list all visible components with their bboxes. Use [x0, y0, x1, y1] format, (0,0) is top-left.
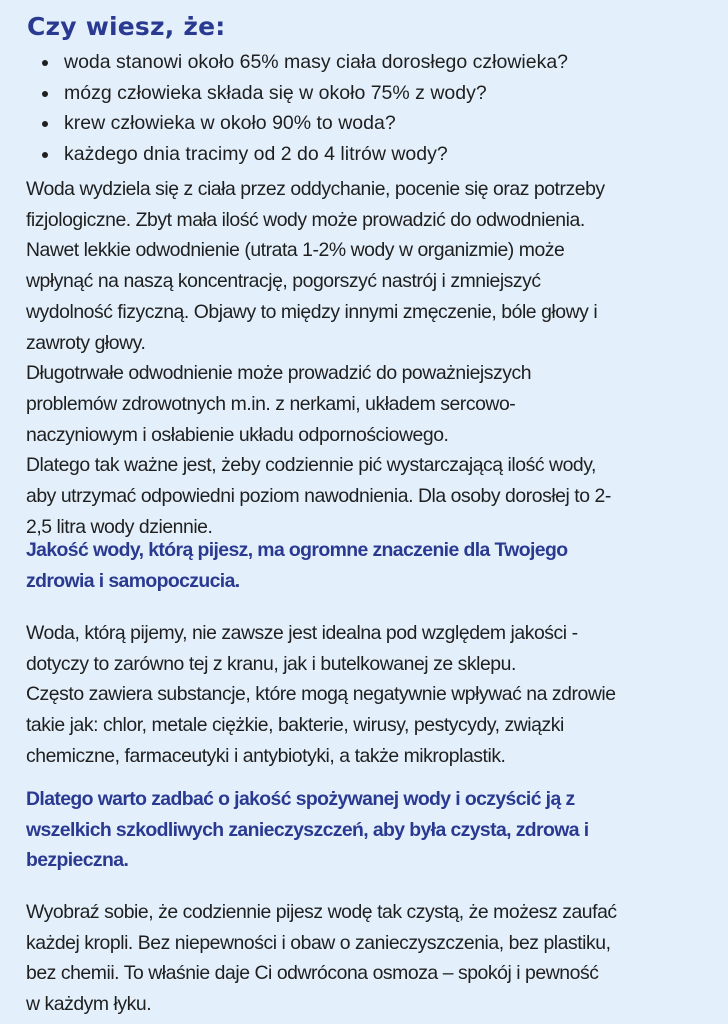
page-title: Czy wiesz, że: [27, 12, 226, 41]
list-item [40, 108, 568, 139]
text-line: zdrowia i samopoczucia. [26, 569, 240, 592]
text-line: w każdym łyku. [26, 993, 152, 1016]
text-line: każdej kropli. Bez niepewności i obaw o zanieczyszczenia, bez plastiku, [26, 931, 611, 954]
text-line: wszelkich szkodliwych zanieczyszczeń, aby była czysta, zdrowa i [26, 818, 589, 841]
text-line: Często zawiera substancje, które mogą negatywnie wpływać na zdrowie [26, 683, 616, 706]
text-line: fizjologiczne. Zbyt mała ilość wody może prowadzić do odwodnienia. [26, 208, 585, 231]
highlight-purify [26, 784, 716, 876]
text-line: wydolność fizyczną. Objawy to między innymi zmęczenie, bóle głowy i [26, 300, 598, 323]
highlight-water-quality [26, 535, 716, 596]
text-line: Nawet lekkie odwodnienie (utrata 1-2% wody w organizmie) może [26, 239, 565, 262]
text-line: Dlatego tak ważne jest, żeby codziennie pić wystarczającą ilość wody, [26, 454, 596, 477]
text-line: chemiczne, farmaceutyki i antybiotyki, a także mikroplastik. [26, 744, 506, 767]
text-line: bezpieczna. [26, 849, 129, 872]
text-line: Woda wydziela się z ciała przez oddychanie, pocenie się oraz potrzeby [26, 178, 605, 200]
paragraph-contaminants [26, 618, 716, 772]
bullet-icon [42, 121, 48, 127]
text-line: naczyniowym i osłabienie układu odpornościowego. [26, 423, 449, 446]
fact-text: krew człowieka w około 90% to woda? [64, 112, 396, 134]
bullet-icon [42, 91, 48, 97]
text-line: problemów zdrowotnych m.in. z nerkami, układem sercowo- [26, 392, 516, 415]
text-line: bez chemii. To właśnie daje Ci odwrócona osmoza – spokój i pewność [26, 962, 599, 985]
list-item [40, 78, 568, 109]
paragraph-reverse-osmosis [26, 897, 716, 1020]
text-line: dotyczy to zarówno tej z kranu, jak i butelkowanej ze sklepu. [26, 652, 516, 675]
text-line: Dlatego warto zadbać o jakość spożywanej wody i oczyścić ją z [26, 788, 575, 810]
facts-list [40, 47, 568, 169]
text-line: aby utrzymać odpowiedni poziom nawodnienia. Dla osoby dorosłej to 2- [26, 485, 611, 508]
text-line: Długotrwałe odwodnienie może prowadzić do poważniejszych [26, 362, 532, 385]
text-line: zawroty głowy. [26, 331, 146, 354]
paragraph-dehydration [26, 174, 716, 542]
fact-text: mózg człowieka składa się w około 75% z wody? [64, 81, 487, 104]
fact-text: woda stanowi około 65% masy ciała dorosłego człowieka? [64, 51, 569, 73]
text-line: takie jak: chlor, metale ciężkie, bakterie, wirusy, pestycydy, związki [26, 714, 564, 737]
bullet-icon [42, 152, 48, 158]
fact-text: każdego dnia tracimy od 2 do 4 litrów wody? [64, 142, 448, 165]
text-line: Jakość wody, którą pijesz, ma ogromne znaczenie dla Twojego [26, 539, 568, 561]
text-line: Woda, którą pijemy, nie zawsze jest idealna pod względem jakości - [26, 622, 578, 644]
bullet-icon [42, 60, 48, 66]
text-line: 2,5 litra wody dziennie. [26, 515, 213, 538]
list-item [40, 47, 568, 78]
text-line: wpłynąć na naszą koncentrację, pogorszyć nastrój i zmniejszyć [26, 270, 541, 293]
text-line: Wyobraź sobie, że codziennie pijesz wodę tak czystą, że możesz zaufać [26, 901, 617, 923]
list-item [40, 139, 568, 170]
